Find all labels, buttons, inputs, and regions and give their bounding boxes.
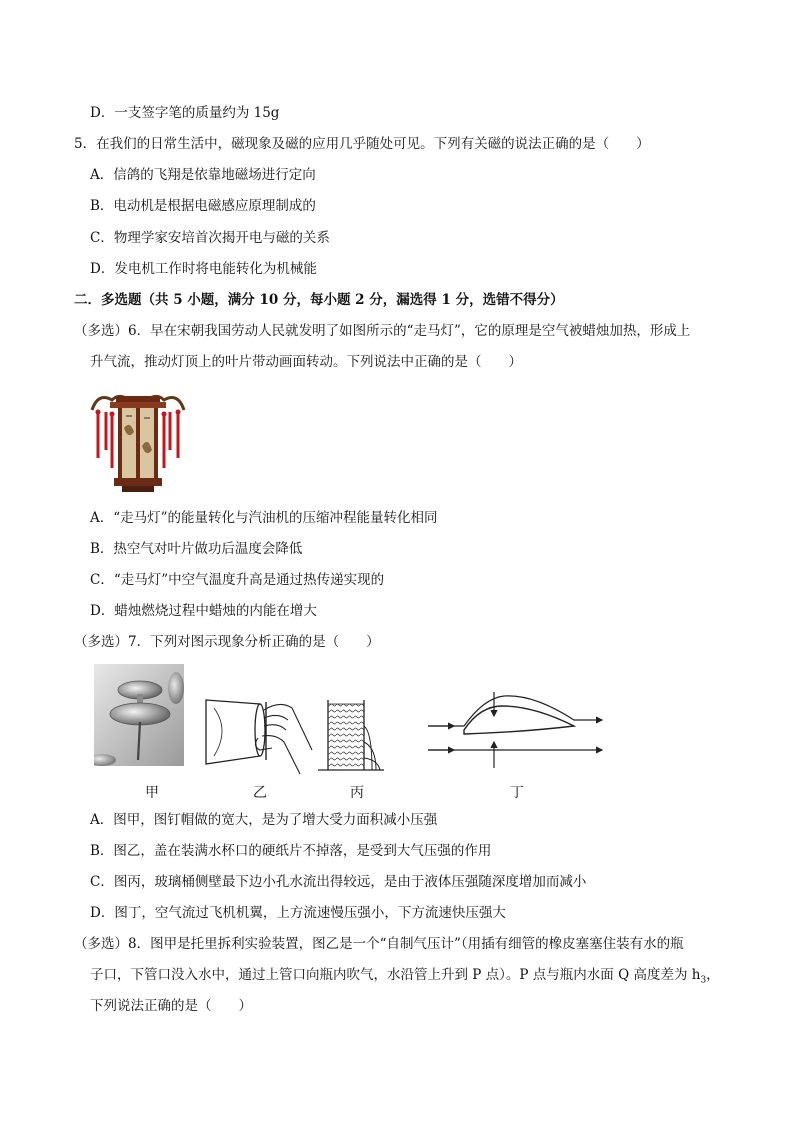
bucket-figure [318,696,384,780]
cup-paper-icon [200,690,316,776]
q4-option-d: D．一支签字笔的质量约为 15g [90,105,280,121]
q6-stem-line2: 升气流，推动灯顶上的叶片带动画面转动。下列说法中正确的是（ ） [90,354,522,370]
wing-figure [424,690,608,776]
q6-option-b: B．热空气对叶片做功后温度会降低 [90,541,303,557]
thumbtack-icon [94,664,184,766]
q8-stem-line3: 下列说法正确的是（ ） [90,998,252,1014]
figure-label-yi: 乙 [253,785,267,801]
q7-option-d: D．图丁，空气流过飞机机翼，上方流速慢压强小，下方流速快压强大 [90,905,506,921]
figure-label-ding: 丁 [510,785,524,801]
figure-label-jia: 甲 [145,785,159,801]
q7-option-b: B．图乙，盖在装满水杯口的硬纸片不掉落，是受到大气压强的作用 [90,843,492,859]
lantern-figure [88,388,188,500]
thumbtack-figure [94,664,184,770]
q6-option-d: D．蜡烛燃烧过程中蜡烛的内能在增大 [90,603,317,619]
q5-stem: 5．在我们的日常生活中，磁现象及磁的应用几乎随处可见。下列有关磁的说法正确的是（ ） [74,136,650,152]
q5-option-d: D．发电机工作时将电能转化为机械能 [90,261,317,277]
q7-option-c: C．图丙，玻璃桶侧壁最下边小孔水流出得较远，是由于液体压强随深度增加而减小 [90,874,587,890]
q5-option-a: A．信鸽的飞翔是依靠地磁场进行定向 [90,167,316,183]
q8-stem-line2-end: ， [706,967,720,983]
q6-stem-line1: （多选）6．早在宋朝我国劳动人民就发明了如图所示的“走马灯”，它的原理是空气被蜡烛加热，形成上 [74,323,691,339]
q6-option-a: A．“走马灯”的能量转化与汽油机的压缩冲程能量转化相同 [90,510,438,526]
q5-option-b: B．电动机是根据电磁感应原理制成的 [90,198,316,214]
q7-option-a: A．图甲，图钉帽做的宽大，是为了增大受力面积减小压强 [90,812,438,828]
water-bucket-icon [318,696,384,776]
q8-stem-line2-text: 子口，下管口没入水中，通过上管口向瓶内吹气，水沿管上升到 P 点）。P 点与瓶内水面 Q 高度差为 h [90,967,701,983]
q8-stem-line2 [90,965,720,991]
q8-stem-line1: （多选）8．图甲是托里拆利实验装置，图乙是一个“自制气压计”（用插有细管的橡皮塞塞住装有水的瓶 [74,936,684,952]
q8-subscript: 3 [700,975,707,986]
lantern-icon [88,388,188,496]
cup-figure [200,690,316,780]
figure-label-bing: 丙 [350,785,364,801]
airplane-wing-icon [424,690,608,772]
q6-option-c: C．“走马灯”中空气温度升高是通过热传递实现的 [90,572,385,588]
q7-stem: （多选）7．下列对图示现象分析正确的是（ ） [74,634,380,650]
q5-option-c: C．物理学家安培首次揭开电与磁的关系 [90,230,330,246]
section-heading: 二．多选题（共 5 小题，满分 10 分，每小题 2 分，漏选得 1 分，选错不得分） [74,292,564,308]
